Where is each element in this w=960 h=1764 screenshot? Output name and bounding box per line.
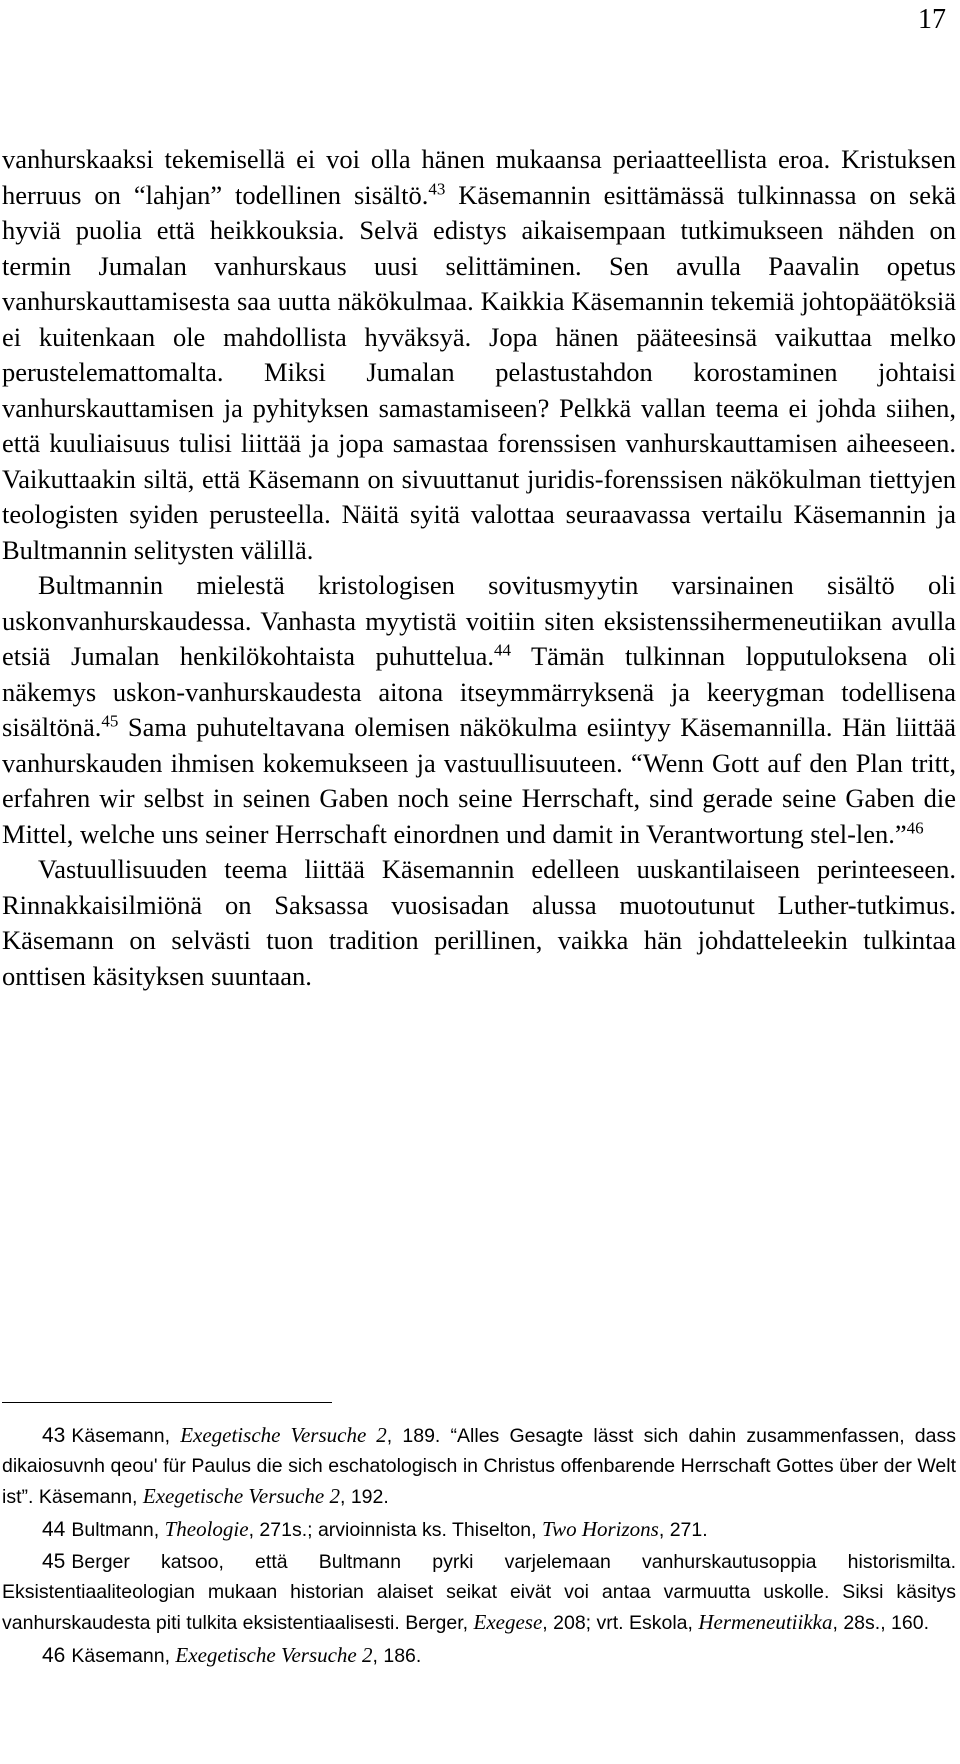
footnote-ref: 45 (101, 711, 119, 731)
paragraph: Bultmannin mielestä kristologisen sovitusmyytin varsinainen sisältö oli uskonvanhurskaudessa. Vanhasta myytistä voitiin siten eksistenssihermeneutiikan avulla etsiä Jumalan henkilökohtaista puhuttelua.$^{44}$ Tämän tulkinnan lopputuloksena oli näkemys uskon-vanhurskaudesta aitona itseymmärryksenä ja keerygman todellisena sisältönä.$^{45}$ Sama puhuteltavana olemisen näkökulma esiintyy Käsemannilla. Hän liittää vanhurskauden ihmisen kokemukseen ja vastuullisuuteen. “Wenn Gott auf den Plan tritt, erfahren wir selbst in seinen Gaben noch seine Herrschaft, sind gerade seine Gaben die Mittel, welche uns seiner Herrschaft einordnen und damit in Verantwortung stel-len.”$^{46}$ (2, 570, 956, 849)
footnote-ref: 44 (493, 640, 511, 660)
footnotes (2, 1420, 956, 1673)
footnote-number: 43 (42, 1424, 66, 1447)
footnote: 45 Berger katsoo, että Bultmann pyrki varjelemaan vanhurskautusoppia historismilta. Eksistentiaaliteologian mukaan historian alaiset seikat eivät voi antaa varmuutta uskolle. Siksi käsitys vanhurskaudesta piti tulkita eksistentiaalisesti. Berger, Exegese, 208; vrt. Eskola, Hermeneutiikka, 28s., 160. (2, 1550, 956, 1634)
footnote-number: 46 (42, 1644, 66, 1667)
paragraph: vanhurskaaksi tekemisellä ei voi olla hänen mukaansa periaatteellista eroa. Kristuksen herruus on “lahjan” todellinen sisältö.$^{43}$ Käsemannin esittämässä tulkinnassa on sekä hyviä puolia että heikkouksia. Selvä edistys aikaisempaan tutkimukseen nähden on termin Jumalan vanhurskaus uusi selittäminen. Sen avulla Paavalin opetus vanhurskauttamisesta saa uutta näkökulmaa. Kaikkia Käsemannin tekemiä johtopäätöksiä ei kuitenkaan ole mahdollista hyväksyä. Jopa hänen pääteesinsä vaikuttaa melko perustelemattomalta. Miksi Jumalan pelastustahdon korostaminen johtaisi vanhurskauttamisen ja pyhityksen samastamiseen? Pelkkä vallan teema ei johda siihen, että kuuliaisuus tulisi liittää ja jopa samastaa forenssisen vanhurskauttamisen aiheeseen. Vaikuttaakin siltä, että Käsemann on sivuuttanut juridis-forenssisen näkökulman tiettyjen teologisten syiden perusteella. Näitä syitä valottaa seuraavassa vertailu Käsemannin ja Bultmannin selitysten välillä. (2, 144, 956, 565)
footnote: 44 Bultmann, Theologie, 271s.; arvioinnista ks. Thiselton, Two Horizons, 271. (42, 1517, 708, 1541)
footnote: 43 Käsemann, Exegetische Versuche 2, 189. “Alles Gesagte lässt sich dahin zusammenfassen, dass dikaiosuvnh qeou' für Paulus die sich eschatologisch in Christus offenbarende Herrschaft Gottes über der Welt ist”. Käsemann, Exegetische Versuche 2, 192. (2, 1423, 956, 1508)
page-number: 17 (918, 4, 946, 35)
paragraph: Vastuullisuuden teema liittää Käsemannin edelleen uuskantilaiseen perinteeseen. Rinnakkaisilmiönä on Saksassa vuosisadan alussa muotoutunut Luther-tutkimus. Käsemann on selvästi tuon tradition perillinen, vaikka hän johdatteleekin tulkintaa onttisen käsityksen suuntaan. (2, 854, 956, 991)
footnote: 46 Käsemann, Exegetische Versuche 2, 186. (42, 1643, 422, 1667)
footnote-ref: 46 (906, 818, 924, 838)
footnote-ref: 43 (428, 179, 446, 199)
footnote-divider (2, 1402, 332, 1403)
footnote-number: 45 (42, 1550, 66, 1573)
body-text (2, 142, 956, 994)
footnote-number: 44 (42, 1518, 66, 1541)
